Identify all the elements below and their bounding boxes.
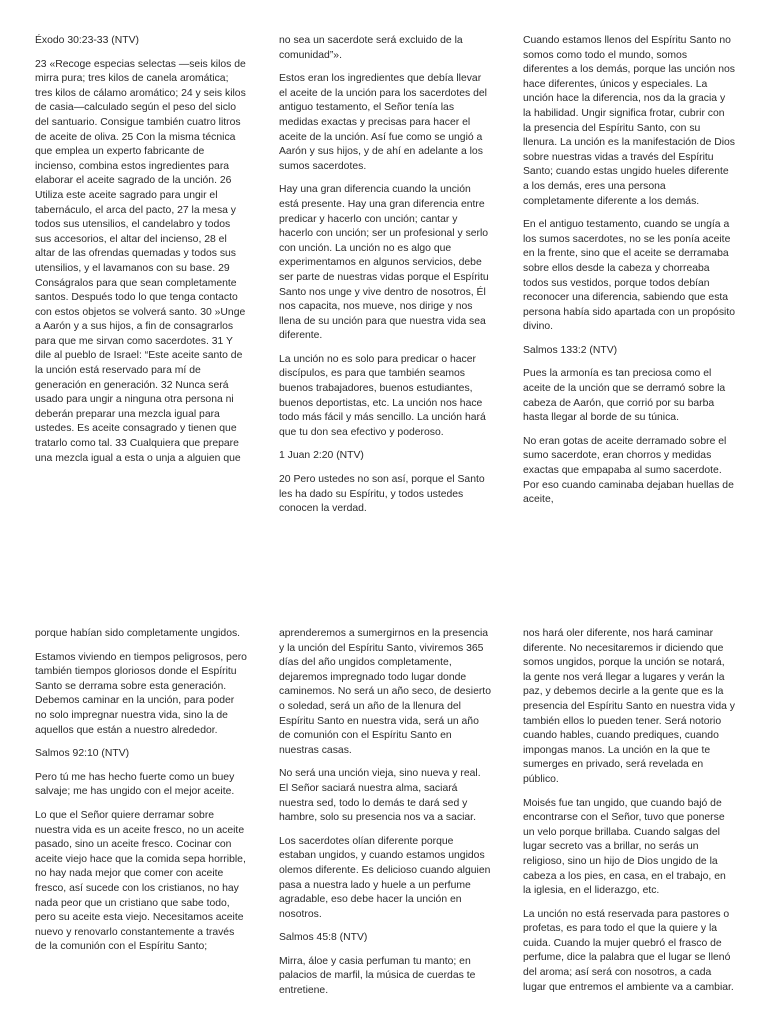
paragraph: Lo que el Señor quiere derramar sobre nuestra vida es un aceite fresco, no un aceite pasado, sino un aceite fresco. Cocinar con aceite viejo hace que la comida sepa horrible, no hay nada mejor que comer con aceite fresco, así sucede con los cristianos, no hay nada peor que un cristiano que sabe todo, pero su aceite esta viejo. Necesitamos aceite nuevo y renovarlo constantemente a través de la comunión con el Espíritu Santo;: [35, 809, 246, 953]
paragraph: Mirra, áloe y casia perfuman tu manto; en palacios de marfil, la música de cuerdas te entretiene.: [279, 955, 476, 997]
scripture-reference: Salmos 45:8 (NTV): [279, 932, 368, 944]
top-column-3: [523, 34, 735, 564]
paragraph: Pues la armonía es tan preciosa como el aceite de la unción que se derramó sobre la cabeza de Aarón, que corrió por su barba hasta llegar al borde de su túnica.: [523, 368, 726, 424]
paragraph: La unción no está reservada para pastores o profetas, es para todo el que la quiere y la cuida. Cuando la mujer quebró el frasco de perfume, dice la palabra que el lugar se llenó del aroma; así será con nosotros, a cada lugar que entremos el ambiente va a cambiar.: [523, 908, 734, 993]
paragraph: porque habían sido completamente ungidos.: [35, 628, 241, 639]
paragraph: En el antiguo testamento, cuando se ungía a los sumos sacerdotes, no se les ponía aceite en la frente, sino que el aceite se derramaba sobre ellos desde la cabeza y chorreaba todos sus vestidos, porque todos debían reconocer una diferencia, sabiendo que esta persona había sido apartada con un propósito divino.: [523, 219, 735, 333]
top-column-2: [279, 34, 491, 564]
paragraph: No eran gotas de aceite derramado sobre el sumo sacerdote, eran chorros y medidas exactas que empapaba al sumo sacerdote. Por eso cuando caminaba dejaban huellas de aceite,: [523, 435, 734, 506]
paragraph: no sea un sacerdote será excluido de la comunidad”».: [279, 35, 463, 61]
bottom-column-2: [279, 627, 491, 1024]
paragraph: La unción no es solo para predicar o hacer discípulos, es para que también seamos buenos trabajadores, buenos estudiantes, buenos deportistas, etc. La unción nos hace todo más fácil y más sencillo. La unción hará que tu don sea efectivo y poderoso.: [279, 353, 486, 438]
paragraph: Estamos viviendo en tiempos peligrosos, pero también tiempos gloriosos donde el Espíritu Santo se derrama sobre esta generación. Debemos caminar en la unción, para poder no solo impregnar nuestra vida, sino la de aquellos que están a nuestro alrededor.: [35, 651, 247, 736]
scripture-reference: 1 Juan 2:20 (NTV): [279, 450, 364, 462]
paragraph: 23 «Recoge especias selectas —seis kilos de mirra pura; tres kilos de canela aromática; tres kilos de cálamo aromático; 24 y seis kilos de casia—calculado según el peso del siclo del santuario. Consigue también cuatro litros de aceite de oliva. 25 Con la misma técnica que emplea un experto fabricante de incienso, combina estos ingredientes para elaborar el aceite sagrado de la unción. 26 Utiliza este aceite sagrado para ungir el tabernáculo, el arca del pacto, 27 la mesa y todos sus utensilios, el candelabro y todos sus accesorios, el altar del incienso, 28 el altar de las ofrendas quemadas y todos sus utensilios, y el lavamanos con su base. 29 Conságralos para que sean completamente santos. Después todo lo que tenga contacto con estos objetos se volverá santo. 30 »Unge a Aarón y a sus hijos, a fin de consagrarlos para que me sirvan como sacerdotes. 31 Y dile al pueblo de Israel: “Este aceite santo de la unción está reservado para mí de generación en generación. 32 Nunca será usado para ungir a ninguna otra persona ni deberán preparar una mezcla igual para ustedes. Es aceite consagrado y tienen que tratarlo como tal. 33 Cualquiera que prepare una mezcla igual a esta o unja a alguien que: [35, 58, 246, 464]
paragraph: 20 Pero ustedes no son así, porque el Santo les ha dado su Espíritu, y todos ustedes conocen la verdad.: [279, 474, 485, 515]
scripture-reference: Éxodo 30:23-33 (NTV): [35, 35, 139, 46]
top-column-1: [35, 34, 247, 564]
paragraph: Pero tú me has hecho fuerte como un buey salvaje; me has ungido con el mejor aceite.: [35, 771, 235, 798]
paragraph: No será una unción vieja, sino nueva y real. El Señor saciará nuestra alma, saciará nuestra sed, todo lo demás te dará sed y hambre, solo su presencia nos va a saciar.: [279, 768, 481, 824]
paragraph: nos hará oler diferente, nos hará caminar diferente. No necesitaremos ir diciendo que somos ungidos, porque la unción se notará, la gente nos verá llegar a lugares y verán la paz, y debemos decirle a la gente que es la presencia del Espíritu Santo en nuestra vida y también ellos lo pueden tener. Será notorio cuando hables, cuando prediques, cuando impongas manos. La unción en la que te sumerges en privado, será revelada en público.: [523, 628, 735, 785]
paragraph: Hay una gran diferencia cuando la unción está presente. Hay una gran diferencia entre predicar y hacerlo con unción; cantar y hacerlo con unción; ser un profesional y serlo con unción. La unción no es algo que experimentamos en algunos servicios, debe ser parte de nuestras vidas porque el Espíritu Santo nos unge y vive dentro de nosotros, Él nos capacita, nos mueve, nos dirige y nos llena de su unción para que nuestra vida sea diferente.: [279, 184, 489, 342]
scripture-reference: Salmos 133:2 (NTV): [523, 344, 618, 356]
paragraph: aprenderemos a sumergirnos en la presencia y la unción del Espíritu Santo, viviremos 365 días del año ungidos completamente, dejaremos impregnado todo lugar donde caminemos. No será un año seco, de desierto o soledad, será un año de la llenura del Espíritu Santo en nuestra vida, será un año de comunión con el Espíritu Santo en nuestras casas.: [279, 628, 491, 756]
scripture-reference: Salmos 92:10 (NTV): [35, 748, 130, 760]
paragraph: Cuando estamos llenos del Espíritu Santo no somos como todo el mundo, somos diferentes a los demás, porque las unción nos hace diferentes, únicos y especiales. La unción hace la diferencia, nos da la gracia y la habilidad. Ungir significa frotar, cubrir con la presencia del Espíritu Santo, con su llenura. La unción es la manifestación de Dios sobre nuestras vidas a través del Espíritu Santo; cuando estas ungido hueles diferente a los demás, eres una persona completamente diferente a los demás.: [523, 35, 735, 207]
paragraph: Moisés fue tan ungido, que cuando bajó de encontrarse con el Señor, tuvo que ponerse un velo porque brillaba. Cuando salgas del lugar secreto vas a brillar, no serás un religioso, sino un hijo de Dios ungido de la cabeza a los pies, en casa, en el trabajo, en la iglesia, en el liderazgo, etc.: [523, 797, 726, 897]
bottom-column-1: [35, 627, 247, 1024]
paragraph: Los sacerdotes olían diferente porque estaban ungidos, y cuando estamos ungidos olemos diferente. Es delicioso cuando alguien pasa a nuestra lado y huele a un perfume agradable, eso debe hacer la unción en nosotros.: [279, 835, 491, 920]
paragraph: Estos eran los ingredientes que debía llevar el aceite de la unción para los sacerdotes del antiguo testamento, el Señor tenía las medidas exactas y precisas para hacer el aceite de la unción. Así fue como se ungió a Aarón y sus hijos, y de ahí en adelante a los sumos sacerdotes.: [279, 73, 487, 172]
bottom-column-3: [523, 627, 735, 1024]
